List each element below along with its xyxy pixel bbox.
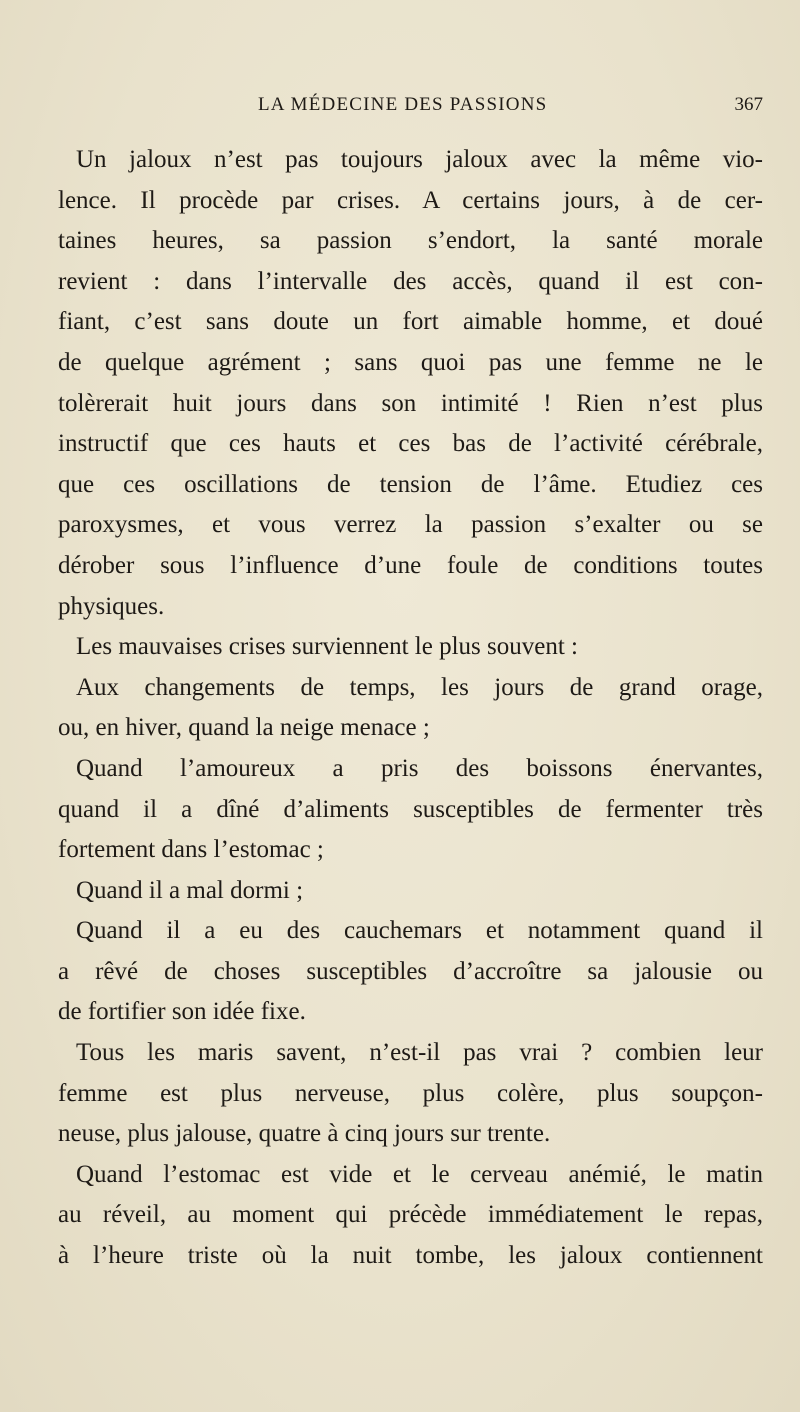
text-line: Quand l’estomac est vide et le cerveau anémié, le matin xyxy=(76,1160,763,1188)
text-line: paroxysmes, et vous verrez la passion s’exalter ou se xyxy=(58,511,763,539)
text-line: de fortifier son idée fixe. xyxy=(58,998,306,1026)
text-line: femme est plus nerveuse, plus colère, plus soupçon- xyxy=(58,1079,763,1107)
text-line: lence. Il procède par crises. A certains jours, à de cer- xyxy=(58,186,763,214)
text-line: Quand l’amoureux a pris des boissons énervantes, xyxy=(76,754,763,782)
text-line: fortement dans l’estomac ; xyxy=(58,836,324,864)
text-line: Quand il a mal dormi ; xyxy=(76,876,304,904)
body-text xyxy=(58,140,763,1277)
text-line: au réveil, au moment qui précède immédiatement le repas, xyxy=(58,1201,763,1229)
text-line: Aux changements de temps, les jours de grand orage, xyxy=(76,673,763,701)
text-line: Les mauvaises crises surviennent le plus souvent : xyxy=(76,633,578,661)
text-line: quand il a dîné d’aliments susceptibles de fermenter très xyxy=(58,795,763,823)
running-head xyxy=(258,94,763,120)
text-line: neuse, plus jalouse, quatre à cinq jours sur trente. xyxy=(58,1120,551,1148)
text-line: à l’heure triste où la nuit tombe, les jaloux contiennent xyxy=(58,1242,763,1270)
text-line: que ces oscillations de tension de l’âme. Etudiez ces xyxy=(58,470,763,498)
text-line: Un jaloux n’est pas toujours jaloux avec la même vio- xyxy=(76,146,763,173)
text-line: Tous les maris savent, n’est-il pas vrai ? combien leur xyxy=(76,1039,763,1067)
text-line: physiques. xyxy=(58,592,165,620)
text-line: dérober sous l’influence d’une foule de conditions toutes xyxy=(58,551,763,579)
text-line: instructif que ces hauts et ces bas de l’activité cérébrale, xyxy=(58,430,763,458)
text-line: taines heures, sa passion s’endort, la santé morale xyxy=(58,227,763,255)
text-line: a rêvé de choses susceptibles d’accroître sa jalousie ou xyxy=(58,957,763,985)
page-number: 367 xyxy=(734,94,763,115)
text-line: tolèrerait huit jours dans son intimité ! Rien n’est plus xyxy=(58,389,763,417)
running-title: LA MÉDECINE DES PASSIONS xyxy=(258,94,548,115)
text-line: fiant, c’est sans doute un fort aimable homme, et doué xyxy=(58,308,763,336)
text-line: de quelque agrément ; sans quoi pas une femme ne le xyxy=(58,348,763,376)
text-line: revient : dans l’intervalle des accès, quand il est con- xyxy=(58,267,763,295)
text-line: Quand il a eu des cauchemars et notamment quand il xyxy=(76,917,763,945)
text-line: ou, en hiver, quand la neige menace ; xyxy=(58,714,430,742)
